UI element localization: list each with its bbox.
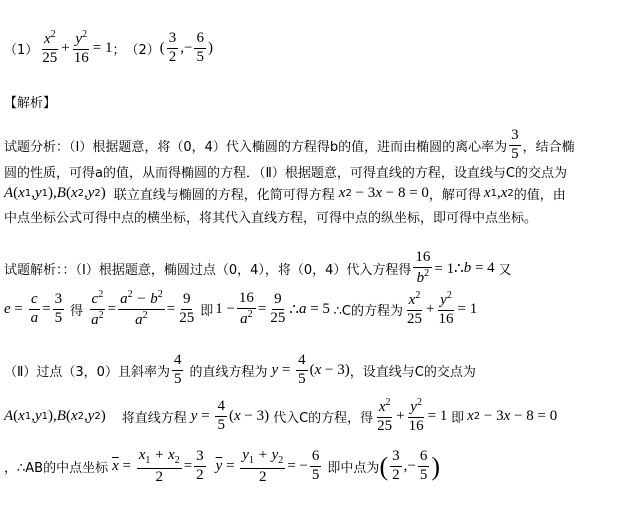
frac-x2-25-b: $\frac{x^2}{25}$ bbox=[407, 290, 423, 327]
solution-line-2: e = $\frac{c}{a}$ = $\frac{3}{5}$ 得 $\frac{c^2}{a^2}$ = $\frac{a^2 - b^2}{a^2}$ = $\frac{9}{25}$ 即 1 − $\frac{16}{a^2}$ = $\frac{9}{25}$ ∴ a = 5 ∴C的方程为 $\frac{x^2}{25}$ + $\frac{y^2}{16}$ = 1 bbox=[4, 289, 478, 328]
solution-line-5: ，∴AB的中点坐标 $\overline{x}$ = $\frac{x_1 + x_2}{2}$ = $\frac{3}{2}$ $\overline{y}$ = $\frac{y_1 + y_2}{2}$ = − $\frac{6}{5}$ 即中点为 ( $\frac{3}{2}$ ,− $\frac{6}{5}$ ) bbox=[4, 447, 440, 485]
frac-c2-a2: $\frac{c^2}{a^2}$ bbox=[91, 289, 104, 328]
frac-a2-b2-a2: $\frac{a^2 - b^2}{a^2}$ bbox=[120, 289, 163, 328]
solution-text-3b: 的直线方程为 bbox=[189, 364, 268, 380]
answer-semicolon: ； bbox=[112, 42, 126, 58]
frac-y1-y2-2: $\frac{y_1 + y_2}{2}$ bbox=[242, 447, 284, 485]
frac-16-a2: $\frac{16}{a^2}$ bbox=[238, 290, 254, 327]
frac-3-2: $\frac{3}{2}$ bbox=[168, 30, 177, 65]
frac-y2-16-b: $\frac{y^2}{16}$ bbox=[438, 290, 454, 327]
analysis-text-3c: 的值，由 bbox=[513, 188, 566, 203]
solution-text-3c: ，设直线与C的交点为 bbox=[349, 364, 476, 380]
solution-line-3: （Ⅱ）过点（3，0）且斜率为 $\frac{4}{5}$ 的直线方程为 y = $\frac{4}{5}$ ( x − 3) ，设直线与C的交点为 bbox=[4, 352, 476, 387]
analysis-text-3a: 联立直线与椭圆的方程，化简可得方程 bbox=[113, 188, 335, 203]
solution-text-4b: 代入C的方程，得 bbox=[273, 410, 374, 426]
frac-c-a: $\frac{c}{a}$ bbox=[30, 291, 39, 326]
frac-4-5-c: $\frac{4}{5}$ bbox=[217, 398, 225, 433]
frac-4-5-b: $\frac{4}{5}$ bbox=[298, 352, 306, 387]
analysis-text-3b: ，解可得 bbox=[428, 188, 481, 203]
frac-3-5-b: $\frac{3}{5}$ bbox=[54, 291, 63, 326]
analysis-text-1b: ，结合椭 bbox=[522, 139, 575, 155]
section-header-jiexi: 【解析】 bbox=[4, 96, 57, 111]
frac-4-5-a: $\frac{4}{5}$ bbox=[173, 352, 182, 387]
solution-text-2c: ∴C的方程为 bbox=[333, 303, 404, 319]
solution-text-5a: ，∴AB的中点坐标 bbox=[4, 461, 109, 477]
analysis-text-1: 试题分析：（Ⅰ）根据题意，将（0，4）代入椭圆的方程得b的值，进而由椭圆的离心率为 bbox=[4, 139, 508, 155]
frac-6-5-c: $\frac{6}{5}$ bbox=[419, 448, 428, 484]
solution-text-4a: 将直线方程 bbox=[121, 410, 187, 426]
analysis-line-1 bbox=[4, 128, 575, 163]
frac-3-2-b: $\frac{3}{2}$ bbox=[196, 448, 204, 484]
frac-x1-x2-2: $\frac{x_1 + x_2}{2}$ bbox=[138, 447, 180, 485]
answer-part1-label: （1） bbox=[4, 42, 39, 58]
frac-16-b2: $\frac{16}{b^2}$ bbox=[415, 249, 431, 286]
solution-text-4c: 即 bbox=[451, 410, 465, 426]
answer-part2-label: （2） bbox=[125, 42, 160, 58]
frac-6-5-b: $\frac{6}{5}$ bbox=[311, 448, 320, 484]
frac-3-2-c: $\frac{3}{2}$ bbox=[392, 448, 400, 484]
solution-line-1: 试题解析：：（Ⅰ）根据题意，椭圆过点（0，4），将（0，4）代入方程得 $\frac{16}{b^2}$ = 1∴ b = 4 又 bbox=[4, 249, 512, 286]
frac-6-5: $\frac{6}{5}$ bbox=[196, 30, 204, 65]
analysis-line-3: A ( x 1 , y 1 ), B ( x 2 , y 2 ) 联立直线与椭圆的方程，化简可得方程 x 2 − 3 x − 8 = 0 ，解可得 x 1 , x 2 的值，由 bbox=[4, 185, 566, 203]
frac-y2-16: $\frac{y^2}{16}$ bbox=[73, 29, 89, 66]
solution-line-4: A ( x 1 , y 1 ), B ( x 2 , y 2 ) 将直线方程 y = $\frac{4}{5}$ ( x − 3) 代入C的方程，得 $\frac{x^2}{25}$ + $\frac{y^2}{16}$ = 1 即 x 2 − 3 x − 8 = 0 bbox=[4, 397, 558, 434]
frac-x2-25: $\frac{x^2}{25}$ bbox=[42, 29, 58, 66]
frac-9-25-b: $\frac{9}{25}$ bbox=[270, 291, 286, 326]
frac-9-25-a: $\frac{9}{25}$ bbox=[179, 291, 195, 326]
solution-text-1a: 试题解析：：（Ⅰ）根据题意，椭圆过点（0，4），将（0，4）代入方程得 bbox=[4, 262, 412, 278]
solution-text-3a: （Ⅱ）过点（3，0）且斜率为 bbox=[4, 364, 170, 380]
solution-text-2a: 得 bbox=[70, 303, 84, 319]
solution-text-2b: 即 bbox=[200, 303, 214, 319]
answer-line: （1） $\frac{x^2}{25}$ + $\frac{y^2}{16}$ = 1 ； （2） ( $\frac{3}{2}$ ,− $\frac{6}{5}$ ) bbox=[4, 29, 213, 66]
analysis-line-2: 圆的性质，可得a的值，从而得椭圆的方程．（Ⅱ）根据题意，可得直线的方程，设直线与C的交点为 bbox=[4, 166, 567, 181]
frac-x2-25-c: $\frac{x^2}{25}$ bbox=[377, 397, 393, 434]
solution-text-1b: 又 bbox=[498, 262, 512, 278]
analysis-line-4: 中点坐标公式可得中点的横坐标，将其代入直线方程，可得中点的纵坐标，即可得中点坐标。 bbox=[4, 211, 538, 226]
frac-3-5-a: $\frac{3}{5}$ bbox=[511, 127, 519, 162]
solution-text-5b: 即中点为 bbox=[327, 461, 380, 477]
frac-y2-16-c: $\frac{y^2}{16}$ bbox=[408, 397, 424, 434]
